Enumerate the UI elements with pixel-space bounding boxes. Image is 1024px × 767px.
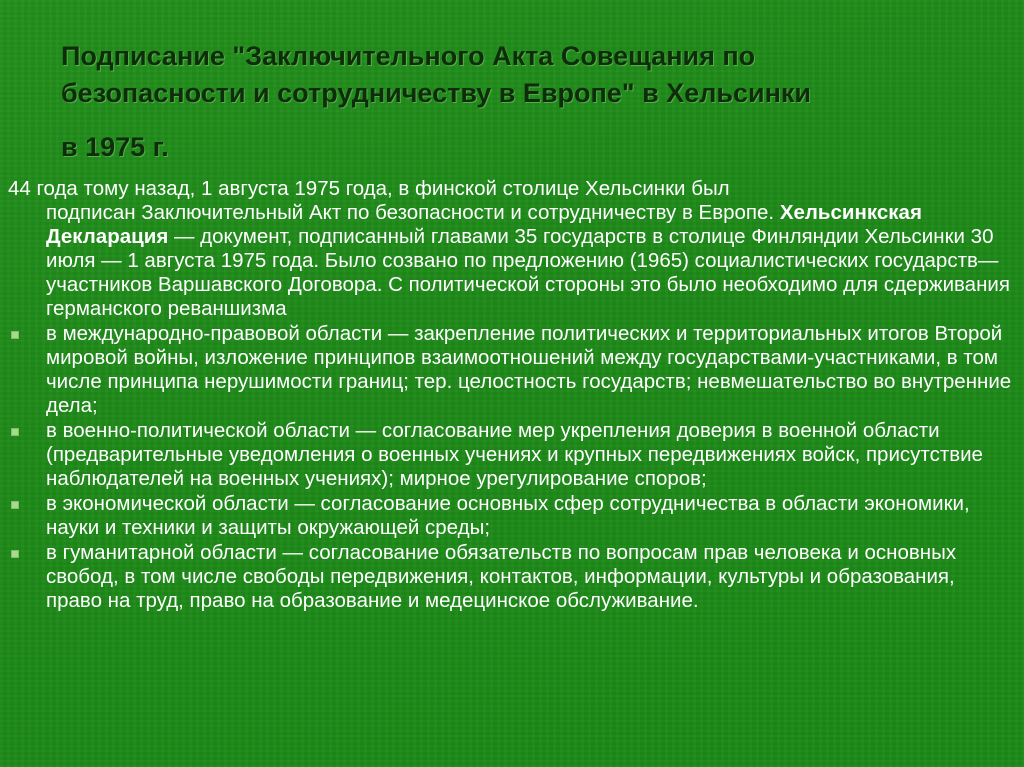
list-item bbox=[8, 492, 1013, 540]
square-bullet-icon bbox=[11, 331, 19, 339]
bullet-list bbox=[8, 322, 1013, 613]
square-bullet-icon bbox=[11, 501, 19, 509]
bullet-text: в военно-политической области — согласование мер укрепления доверия в военной области (предварительные уведомления о военных учениях и крупных передвижениях войск, присутствие наблюдателей на военных учениях); мирное урегулирование споров; bbox=[46, 419, 983, 490]
intro-paragraph bbox=[8, 177, 1013, 321]
title-year: в 1975 г. bbox=[61, 132, 169, 162]
intro-continuation bbox=[8, 201, 1013, 321]
intro-line-2: подписан Заключительный Акт по безопасности и сотрудничеству в Европе. bbox=[46, 201, 775, 224]
list-item bbox=[8, 322, 1013, 418]
square-bullet-icon bbox=[11, 428, 19, 436]
bullet-text: в гуманитарной области — согласование обязательств по вопросам прав человека и основных свобод, в том числе свободы передвижения, контактов, информации, культуры и образования, право на труд, право на образование и медецинское обслуживание. bbox=[46, 541, 957, 612]
list-item bbox=[8, 419, 1013, 491]
intro-line-1: 44 года тому назад, 1 августа 1975 года, в финской столице Хельсинки был bbox=[8, 177, 730, 200]
bullet-text: в экономической области — согласование основных сфер сотрудничества в области экономики, науки и техники и защиты окружающей среды; bbox=[46, 492, 970, 539]
slide-title bbox=[61, 38, 1001, 166]
intro-bold-term: Хельсинкская Декларация bbox=[46, 201, 922, 248]
title-line-1: Подписание "Заключительного Акта Совещания по bbox=[61, 41, 756, 71]
title-line-2: безопасности и сотрудничеству в Европе" в Хельсинки bbox=[61, 78, 811, 108]
bullet-text: в международно-правовой области — закрепление политических и территориальных итогов Второй мировой войны, изложение принципов взаимоотношений между государствами-участниками, в том числе принципа нерушимости границ; тер. целостность государств; невмешательство во внутренние дела; bbox=[46, 322, 1012, 417]
intro-rest: — документ, подписанный главами 35 государств в столице Финляндии Хельсинки 30 июля — 1 августа 1975 года. Было созвано по предложению (1965) социалистических государств—участников Варшавского Договора. С политической стороны это было необходимо для сдерживания германского реваншизма bbox=[46, 225, 1010, 320]
square-bullet-icon bbox=[11, 550, 19, 558]
slide-body bbox=[8, 177, 1013, 614]
list-item bbox=[8, 541, 1013, 613]
